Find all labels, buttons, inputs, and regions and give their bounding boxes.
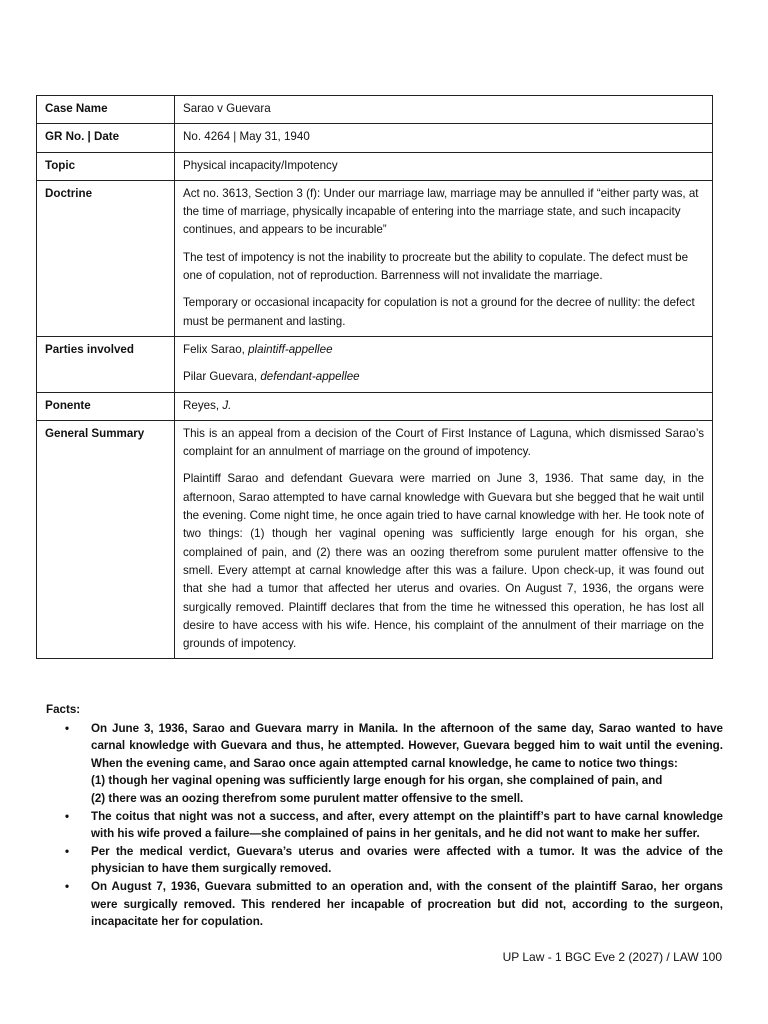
fact-text: The coitus that night was not a success, and after, every attempt on the plaintiff’s part to have carnal knowledge with his wife proved a failure—she complained of pains in her genitals, and he did not want to make her suffer. <box>91 809 723 841</box>
party-plaintiff <box>183 341 704 359</box>
case-name-value: Sarao v Guevara <box>175 96 713 124</box>
case-name-label: Case Name <box>37 96 175 124</box>
topic-label: Topic <box>37 152 175 180</box>
doctrine-value <box>175 180 713 336</box>
plaintiff-role: plaintiff-appellee <box>248 342 333 356</box>
facts-list <box>46 720 723 931</box>
topic-value: Physical incapacity/Impotency <box>175 152 713 180</box>
summary-paragraph: Plaintiff Sarao and defendant Guevara were married on June 3, 1936. That same day, in the afternoon, Sarao attempted to have carnal knowledge with Guevara but she begged that he wait until the evening. Come night time, he once again tried to have carnal knowledge with her. He took note of two things: (1) though her vaginal opening was sufficiently large enough for his organ, she complained of pain, and (2) there was an oozing therefrom some purulent matter offensive to the smell. Every attempt at carnal knowledge after this was a failure. Upon check-up, it was found out that she had a tumor that affected her uterus and ovaries. On August 7, 1936, the organs were surgically removed. Plaintiff declares that from the time he witnessed this operation, he has lost all desire to have access with his wife. Hence, his complaint of the annulment of their marriage on the grounds of impotency. <box>183 472 704 651</box>
ponente-name: Reyes, <box>183 398 223 412</box>
case-digest-table <box>36 95 713 659</box>
plaintiff-name: Felix Sarao, <box>183 342 249 356</box>
page-footer: UP Law - 1 BGC Eve 2 (2027) / LAW 100 <box>502 950 722 964</box>
list-item <box>46 878 723 931</box>
ponente-value <box>175 392 713 420</box>
list-item <box>46 808 723 843</box>
bullet-icon: • <box>65 844 70 858</box>
doctrine-label: Doctrine <box>37 180 175 336</box>
summary-label: General Summary <box>37 420 175 659</box>
fact-text: On August 7, 1936, Guevara submitted to an operation and, with the consent of the plaintiff Sarao, her organs were surgically removed. This rendered her incapable of procreation but did not, according to the surgeon, incapacitate her for copulation. <box>91 879 723 929</box>
bullet-icon: • <box>65 879 70 893</box>
bullet-icon: • <box>65 809 70 823</box>
summary-value <box>175 420 713 659</box>
row-gr-date <box>37 124 713 152</box>
doctrine-paragraph: Temporary or occasional incapacity for copulation is not a ground for the decree of nullity: the defect must be permanent and lasting. <box>183 296 695 328</box>
fact-text: Per the medical verdict, Guevara’s uterus and ovaries were affected with a tumor. It was the advice of the physician to have them surgically removed. <box>91 844 723 876</box>
row-case-name <box>37 96 713 124</box>
ponente-suffix: J. <box>222 398 232 412</box>
gr-date-value: No. 4264 | May 31, 1940 <box>175 124 713 152</box>
party-defendant <box>183 368 704 386</box>
ponente-label: Ponente <box>37 392 175 420</box>
doctrine-paragraph: Act no. 3613, Section 3 (f): Under our marriage law, marriage may be annulled if “either party was, at the time of marriage, physically incapable of entering into the marriage state, and such incapacity continues, and appears to be incurable” <box>183 186 699 237</box>
row-doctrine <box>37 180 713 336</box>
row-topic <box>37 152 713 180</box>
list-item <box>46 720 723 808</box>
row-summary <box>37 420 713 659</box>
doctrine-paragraph: The test of impotency is not the inability to procreate but the ability to copulate. The defect must be one of copulation, not of reproduction. Barrenness will not invalidate the marriage. <box>183 250 689 283</box>
parties-label: Parties involved <box>37 336 175 392</box>
bullet-icon: • <box>65 721 70 735</box>
row-ponente <box>37 392 713 420</box>
row-parties <box>37 336 713 392</box>
facts-title: Facts: <box>46 703 81 716</box>
fact-subline: (2) there was an oozing therefrom some purulent matter offensive to the smell. <box>91 791 524 805</box>
fact-subline: (1) though her vaginal opening was sufficiently large enough for his organ, she complained of pain, and <box>91 774 663 788</box>
facts-section <box>46 701 723 931</box>
defendant-name: Pilar Guevara, <box>183 370 261 384</box>
summary-paragraph: This is an appeal from a decision of the Court of First Instance of Laguna, which dismissed Sarao’s complaint for an annulment of marriage on the ground of impotency. <box>183 426 704 459</box>
gr-date-label: GR No. | Date <box>37 124 175 152</box>
list-item <box>46 843 723 878</box>
defendant-role: defendant-appellee <box>260 370 360 384</box>
parties-value <box>175 336 713 392</box>
fact-text: On June 3, 1936, Sarao and Guevara marry in Manila. In the afternoon of the same day, Sarao wanted to have carnal knowledge with Guevara and thus, he attempted. However, Guevara begged him to wait until the evening. When the evening came, and Sarao once again attempted carnal knowledge, he came to notice two things: <box>91 721 723 770</box>
